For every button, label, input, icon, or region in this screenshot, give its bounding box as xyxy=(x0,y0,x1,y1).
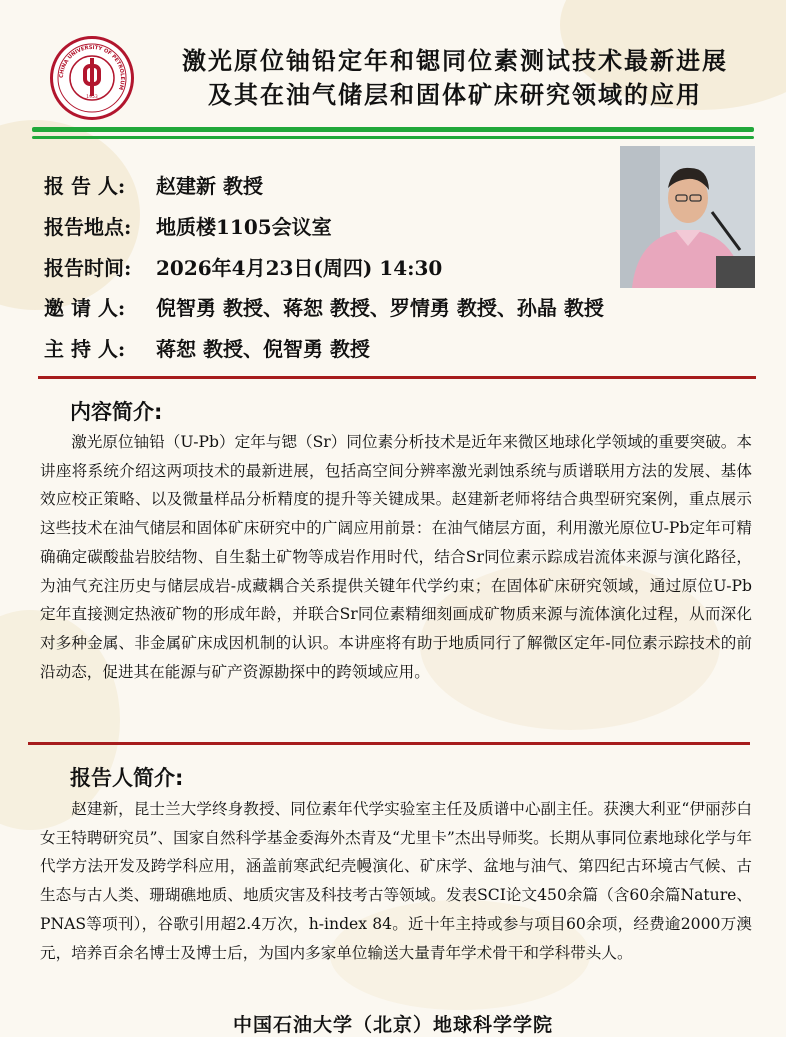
info-row-time xyxy=(44,252,442,281)
title-line-1: 激光原位铀铅定年和锶同位素测试技术最新进展 xyxy=(182,46,728,75)
logo-emblem-icon xyxy=(55,41,129,115)
info-row-speaker xyxy=(44,170,263,199)
poster-title xyxy=(140,44,770,112)
speaker-photo xyxy=(620,146,755,288)
info-row-inviter xyxy=(44,292,604,321)
info-label: 报 告 人: xyxy=(44,174,126,198)
footer-school-name: 中国石油大学（北京）地球科学学院 xyxy=(232,1014,553,1036)
info-label: 报告时间: xyxy=(44,256,132,280)
title-divider xyxy=(32,127,754,132)
logo-ring-text: CHINA UNIVERSITY OF PETROLEUM xyxy=(58,44,126,91)
info-value: 赵建新 教授 xyxy=(156,174,263,198)
abstract-text: 激光原位铀铅（U-Pb）定年与锶（Sr）同位素分析技术是近年来微区地球化学领域的重要突破。本讲座将系统介绍这两项技术的最新进展，包括高空间分辨率激光剥蚀系统与质谱联用方法的发展、基体效应校正策略、以及微量样品分析精度的提升等关键成果。赵建新老师将结合典型研究案例，重点展示这些技术在油气储层和固体矿床研究中的广阔应用前景：在油气储层方面，利用激光原位U-Pb定年可精确确定碳酸盐岩胶结物、自生黏土矿物等成岩作用时代，结合Sr同位素示踪成岩流体来源与演化路径，为油气充注历史与储层成岩-成藏耦合关系提供关键年代学约束；在固体矿床研究领域，通过原位U-Pb定年直接测定热液矿物的形成年龄，并联合Sr同位素精细刻画成矿物质来源与流体演化过程，从而深化对多种金属、非金属矿床成因机制的认识。本讲座将有助于地质同行了解微区定年-同位素示踪技术的前沿动态，促进其在能源与矿产资源勘探中的跨领域应用。 xyxy=(40,433,752,681)
bio-text: 赵建新，昆士兰大学终身教授、同位素年代学实验室主任及质谱中心副主任。获澳大利亚“伊丽莎白女王特聘研究员”、国家自然科学基金委海外杰青及“尤里卡”杰出导师奖。长期从事同位素地球化学与年代学方法开发及跨学科应用，涵盖前寒武纪壳幔演化、矿床学、盆地与油气、第四纪古环境古气候、古生态与古人类、珊瑚礁地质、地质灾害及科技考古等领域。发表SCI论文450余篇（含60余篇Nature、PNAS等项刊），谷歌引用超2.4万次，h-index 84。近十年主持或参与项目60余项，经费逾2000万澳元，培养百余名博士及博士后，为国内多家单位输送大量青年学术骨干和学科带头人。 xyxy=(40,800,752,962)
title-line-2: 及其在油气储层和固体矿床研究领域的应用 xyxy=(208,80,702,109)
info-value: 倪智勇 教授、蒋恕 教授、罗情勇 教授、孙晶 教授 xyxy=(156,296,604,320)
info-row-host xyxy=(44,333,370,362)
section-divider xyxy=(38,376,756,379)
logo-year: 1953 xyxy=(86,95,98,100)
university-logo xyxy=(50,36,134,120)
info-row-location xyxy=(44,211,332,240)
section-divider xyxy=(28,742,750,745)
info-label: 报告地点: xyxy=(44,215,132,239)
info-value: 2026年4月23日(周四) 14:30 xyxy=(156,256,443,280)
abstract-heading: 内容简介: xyxy=(70,400,163,424)
title-divider xyxy=(32,136,754,139)
info-label: 邀 请 人: xyxy=(44,296,126,320)
speaker-portrait-icon xyxy=(620,146,755,288)
info-value: 蒋恕 教授、倪智勇 教授 xyxy=(156,337,370,361)
bio-heading: 报告人简介: xyxy=(70,766,184,790)
info-label: 主 持 人: xyxy=(44,337,126,361)
info-value: 地质楼1105会议室 xyxy=(156,215,332,239)
